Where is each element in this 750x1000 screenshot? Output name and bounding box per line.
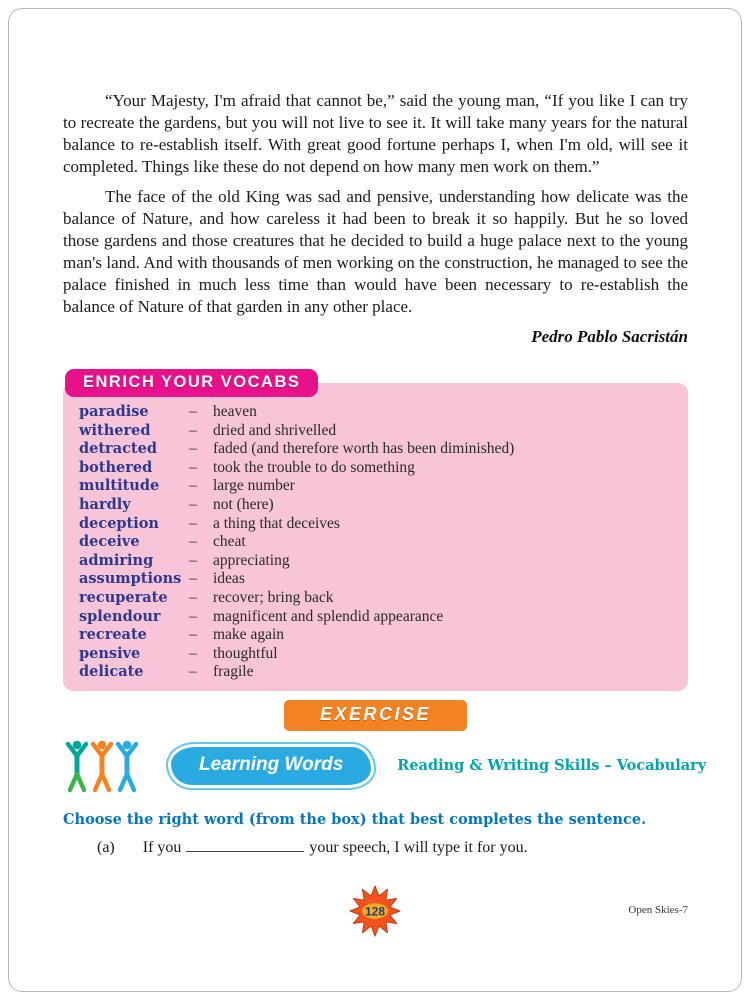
vocab-dash: –: [189, 626, 197, 644]
exercise-banner-wrap: [63, 700, 688, 731]
vocab-row: [79, 570, 672, 589]
vocab-meaning: appreciating: [213, 551, 290, 569]
vocab-section: [63, 369, 688, 691]
vocab-meaning: cheat: [213, 533, 246, 551]
exercise-banner: EXERCISE: [284, 700, 467, 731]
vocab-meaning: magnificent and splendid appearance: [213, 607, 444, 625]
question-post: your speech, I will type it for you.: [309, 838, 528, 856]
vocab-word: withered: [79, 421, 151, 439]
question-label: (a): [97, 838, 115, 856]
vocab-dash: –: [189, 570, 197, 588]
vocab-dash: –: [189, 495, 197, 513]
vocab-word: splendour: [79, 607, 161, 625]
learning-words-badge: Learning Words: [171, 747, 371, 785]
vocab-dash: –: [189, 421, 197, 439]
vocab-meaning: make again: [213, 626, 285, 644]
story-paragraph-1: “Your Majesty, I'm afraid that cannot be,” said the young man, “If you like I can try to recreate the gardens, but you will not live to see it. It will take many years for the natural balance to re-establish itself. With great good fortune perhaps I, when I'm old, will see it completed. Things like these do not depend on how many men work on them.”: [63, 91, 688, 176]
vocab-word: deception: [79, 514, 159, 532]
vocab-row: [79, 552, 672, 571]
vocab-meaning: took the trouble to do something: [213, 458, 415, 476]
question-a: [63, 838, 688, 857]
vocab-word: multitude: [79, 477, 160, 495]
textbook-page: [63, 0, 707, 857]
vocab-dash: –: [189, 477, 197, 495]
vocab-meaning: heaven: [213, 403, 257, 420]
vocab-word: pensive: [79, 644, 141, 662]
vocab-word: recuperate: [79, 588, 168, 606]
vocab-dash: –: [189, 607, 197, 625]
vocab-row: [79, 422, 672, 441]
vocab-dash: –: [189, 533, 197, 551]
vocab-row: [79, 663, 672, 682]
vocab-row: [79, 608, 672, 627]
vocab-meaning: a thing that deceives: [213, 514, 340, 532]
vocab-row: [79, 533, 672, 552]
vocab-row: [79, 477, 672, 496]
vocab-dash: –: [189, 458, 197, 476]
vocab-word: bothered: [79, 458, 153, 476]
vocab-dash: –: [189, 440, 197, 458]
page-number-star: [348, 884, 402, 938]
answer-blank: [186, 838, 304, 852]
vocab-row: [79, 589, 672, 608]
vocab-row: [79, 496, 672, 515]
vocab-row: [79, 440, 672, 459]
page-number: 128: [364, 904, 386, 919]
vocab-box: [63, 383, 688, 691]
vocab-word: admiring: [79, 551, 154, 569]
vocab-word: paradise: [79, 403, 149, 420]
vocab-meaning: not (here): [213, 495, 274, 513]
question-pre: If you: [142, 838, 182, 856]
vocab-word: detracted: [79, 440, 157, 458]
book-title: Open Skies-7: [628, 904, 688, 916]
vocab-meaning: large number: [213, 477, 295, 495]
vocab-row: [79, 459, 672, 478]
vocab-word: deceive: [79, 533, 140, 551]
vocab-dash: –: [189, 403, 197, 420]
vocab-meaning: thoughtful: [213, 644, 278, 662]
vocab-dash: –: [189, 588, 197, 606]
vocab-word: recreate: [79, 626, 147, 644]
vocab-meaning: dried and shrivelled: [213, 421, 337, 439]
vocab-dash: –: [189, 551, 197, 569]
vocab-word: hardly: [79, 495, 131, 513]
vocab-meaning: fragile: [213, 663, 254, 681]
vocab-meaning: ideas: [213, 570, 245, 588]
exercise-instruction: Choose the right word (from the box) that best completes the sentence.: [63, 810, 647, 828]
vocab-row: [79, 626, 672, 645]
story-paragraph-2: The face of the old King was sad and pensive, understanding how delicate was the balance of Nature, and how careless it had been to break it so happily. But he so loved those gardens and those creatures that he decided to build a huge palace next to the young man's land. And with thousands of men working on the construction, he managed to see the palace finished in much less time than would have been necessary to re-establish the balance of Nature of that garden in any other place.: [63, 187, 688, 316]
vocab-dash: –: [189, 663, 197, 681]
vocab-word: delicate: [79, 663, 144, 681]
vocab-meaning: faded (and therefore worth has been diminished): [213, 440, 515, 458]
vocab-dash: –: [189, 514, 197, 532]
author-name: Pedro Pablo Sacristán: [531, 327, 688, 346]
vocab-dash: –: [189, 644, 197, 662]
vocab-section-title: ENRICH YOUR VOCABS: [65, 369, 318, 397]
vocab-row: [79, 645, 672, 664]
cheering-people-icon: [63, 738, 141, 794]
vocab-meaning: recover; bring back: [213, 588, 334, 606]
skills-label: Reading & Writing Skills – Vocabulary: [397, 757, 707, 775]
vocab-word: assumptions: [79, 570, 182, 588]
vocab-row: [79, 403, 672, 422]
learning-words-row: [63, 735, 707, 797]
vocab-row: [79, 515, 672, 534]
